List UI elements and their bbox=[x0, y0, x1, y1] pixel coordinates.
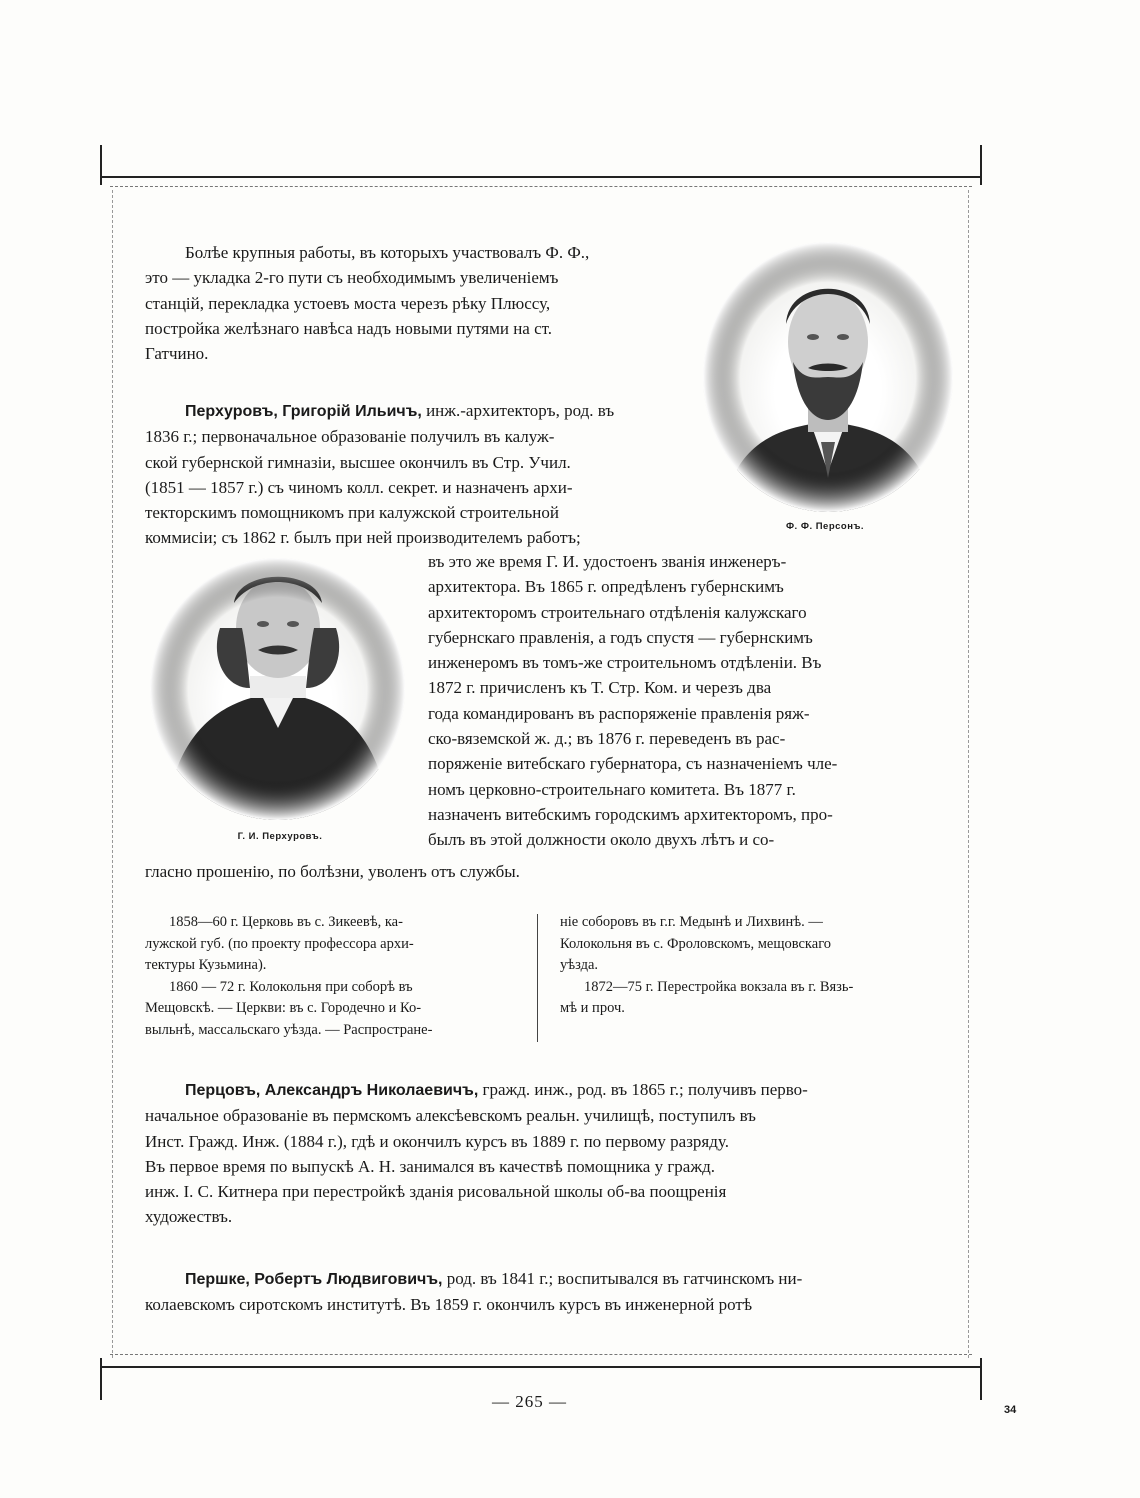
text-line: текторскимъ помощникомъ при калужской строительной bbox=[145, 503, 559, 523]
frame-bottom-rule bbox=[100, 1366, 982, 1368]
text-line: тектуры Кузьмина). bbox=[145, 957, 267, 973]
caption-person-left: Г. И. Перхуровъ. bbox=[237, 831, 323, 842]
text-line: лужской губ. (по проекту профессора архи- bbox=[145, 935, 414, 952]
text-line: Першке, Робертъ Людвиговичъ, род. въ 1841 г.; воспитывался въ гатчинскомъ ни- bbox=[185, 1269, 803, 1288]
text-line: инж. І. С. Китнера при перестройкѣ зданія рисовальной школы об-ва поощренія bbox=[145, 1182, 727, 1202]
text-line: 1858—60 г. Церковь въ с. Зикеевѣ, ка- bbox=[169, 914, 403, 930]
text-line: Перцовъ, Александръ Николаевичъ, гражд. инж., род. въ 1865 г.; получивъ перво- bbox=[185, 1080, 808, 1099]
text-line: поряженіе витебскаго губернатора, съ назначеніемъ чле- bbox=[428, 754, 838, 774]
frame-left-rule-top bbox=[100, 145, 102, 185]
pershke-paragraph bbox=[145, 1266, 938, 1318]
text-line: Въ первое время по выпускѣ А. Н. занимался въ качествѣ помощника у гражд. bbox=[145, 1156, 715, 1176]
frame-left-rule-bottom bbox=[100, 1358, 102, 1400]
text-line: инженеромъ въ томъ-же строительномъ отдѣленіи. Въ bbox=[428, 653, 822, 673]
text-line: постройка желѣзнаго навѣса надъ новыми путями на ст. bbox=[145, 318, 553, 338]
text-line: Гатчино. bbox=[145, 344, 209, 364]
text-line: Мещовскѣ. — Церкви: въ с. Городечно и Ко- bbox=[145, 1000, 422, 1016]
text-line: колаевскомъ сиротскомъ институтѣ. Въ 1859 г. окончилъ курсъ въ инженерной ротѣ bbox=[145, 1295, 753, 1315]
frame-inner-left-dash bbox=[112, 190, 113, 1358]
text-line: архитекторомъ строительнаго отдѣленія калужскаго bbox=[428, 602, 807, 622]
text-line: начальное образованіе въ пермскомъ алексѣевскомъ реальн. училищѣ, поступилъ въ bbox=[145, 1106, 756, 1126]
text-line: художествъ. bbox=[145, 1207, 233, 1227]
frame-top-rule bbox=[100, 176, 982, 178]
perkhurov-paragraph-top bbox=[145, 398, 695, 551]
column-divider bbox=[537, 914, 538, 1042]
person-name-pertsov: Перцовъ, Александръ Николаевичъ, bbox=[185, 1082, 479, 1099]
text-line: губернскаго правленія, а годъ спустя — губернскимъ bbox=[428, 627, 813, 647]
text-line: Болѣе крупныя работы, въ которыхъ участвовалъ Ф. Ф., bbox=[185, 243, 590, 262]
works-column-left bbox=[145, 912, 517, 1041]
portrait-person-right bbox=[703, 242, 953, 512]
text-line: станцій, перекладка устоевъ моста черезъ рѣку Плюссу, bbox=[145, 293, 551, 313]
text-line: ско-вяземской ж. д.; въ 1876 г. переведенъ въ рас- bbox=[428, 729, 786, 749]
text-line: 1872 г. причисленъ къ Т. Стр. Ком. и черезъ два bbox=[428, 678, 772, 698]
man-portrait-icon bbox=[703, 242, 953, 512]
text-line: Колокольня въ с. Фроловскомъ, мещовскаго bbox=[560, 935, 832, 952]
text-line: въ это же время Г. И. удостоенъ званія инженеръ- bbox=[428, 552, 787, 571]
page-number: — 265 — bbox=[492, 1392, 567, 1411]
perkhurov-paragraph-end bbox=[145, 859, 938, 884]
frame-right-rule-top bbox=[980, 145, 982, 185]
intro-paragraph bbox=[145, 240, 695, 366]
frame-inner-right-dash bbox=[968, 190, 969, 1358]
portrait-person-left bbox=[150, 558, 405, 820]
text-line: уѣзда. bbox=[560, 957, 599, 973]
text-line: (1851 — 1857 г.) съ чиномъ колл. секрет. и назначенъ архи- bbox=[145, 477, 573, 497]
text-line: Перхуровъ, Григорій Ильичъ, инж.-архитекторъ, род. въ bbox=[185, 401, 615, 420]
works-column-right bbox=[560, 912, 938, 1020]
caption-person-right: Ф. Ф. Персонъ. bbox=[785, 521, 865, 532]
text-line: года командированъ въ распоряженіе правленія ряж- bbox=[428, 703, 810, 723]
text-line: ніе соборовъ въ г.г. Медынѣ и Лихвинѣ. — bbox=[560, 914, 823, 930]
man-portrait-icon bbox=[150, 558, 405, 820]
text-line: это — укладка 2-го пути съ необходимымъ увеличеніемъ bbox=[145, 268, 559, 288]
text-line: гласно прошенію, по болѣзни, уволенъ отъ службы. bbox=[145, 862, 520, 881]
text-line: архитектора. Въ 1865 г. опредѣленъ губернскимъ bbox=[428, 577, 784, 597]
frame-inner-bottom-dash bbox=[110, 1354, 972, 1355]
text-line: выльнѣ, массальскаго уѣзда. — Распростране- bbox=[145, 1021, 433, 1038]
text-line: 1860 — 72 г. Колокольня при соборѣ въ bbox=[169, 978, 413, 995]
text-line: назначенъ витебскимъ городскимъ архитекторомъ, про- bbox=[428, 804, 833, 824]
signature-mark: 34 bbox=[1004, 1404, 1017, 1416]
text-line: номъ церковно-строительнаго комитета. Въ 1877 г. bbox=[428, 779, 796, 799]
person-name-perkhurov: Перхуровъ, Григорій Ильичъ, bbox=[185, 403, 422, 420]
perkhurov-paragraph-middle bbox=[428, 549, 938, 853]
person-name-pershke: Першке, Робертъ Людвиговичъ, bbox=[185, 1271, 443, 1288]
text-line: былъ въ этой должности около двухъ лѣтъ и со- bbox=[428, 830, 775, 850]
text-line: Инст. Гражд. Инж. (1884 г.), гдѣ и окончилъ курсъ въ 1889 г. по первому разряду. bbox=[145, 1131, 729, 1151]
text-line: ской губернской гимназіи, высшее окончилъ въ Стр. Учил. bbox=[145, 452, 571, 472]
text-line: 1872—75 г. Перестройка вокзала въ г. Вязь- bbox=[584, 978, 854, 995]
text-line: коммисіи; съ 1862 г. былъ при ней производителемъ работъ; bbox=[145, 528, 581, 548]
pertsov-paragraph bbox=[145, 1077, 938, 1230]
text-line: 1836 г.; первоначальное образованіе получилъ въ калуж- bbox=[145, 427, 555, 447]
text-line: мѣ и проч. bbox=[560, 1000, 625, 1016]
frame-right-rule-bottom bbox=[980, 1358, 982, 1400]
frame-inner-top-dash bbox=[110, 186, 972, 187]
